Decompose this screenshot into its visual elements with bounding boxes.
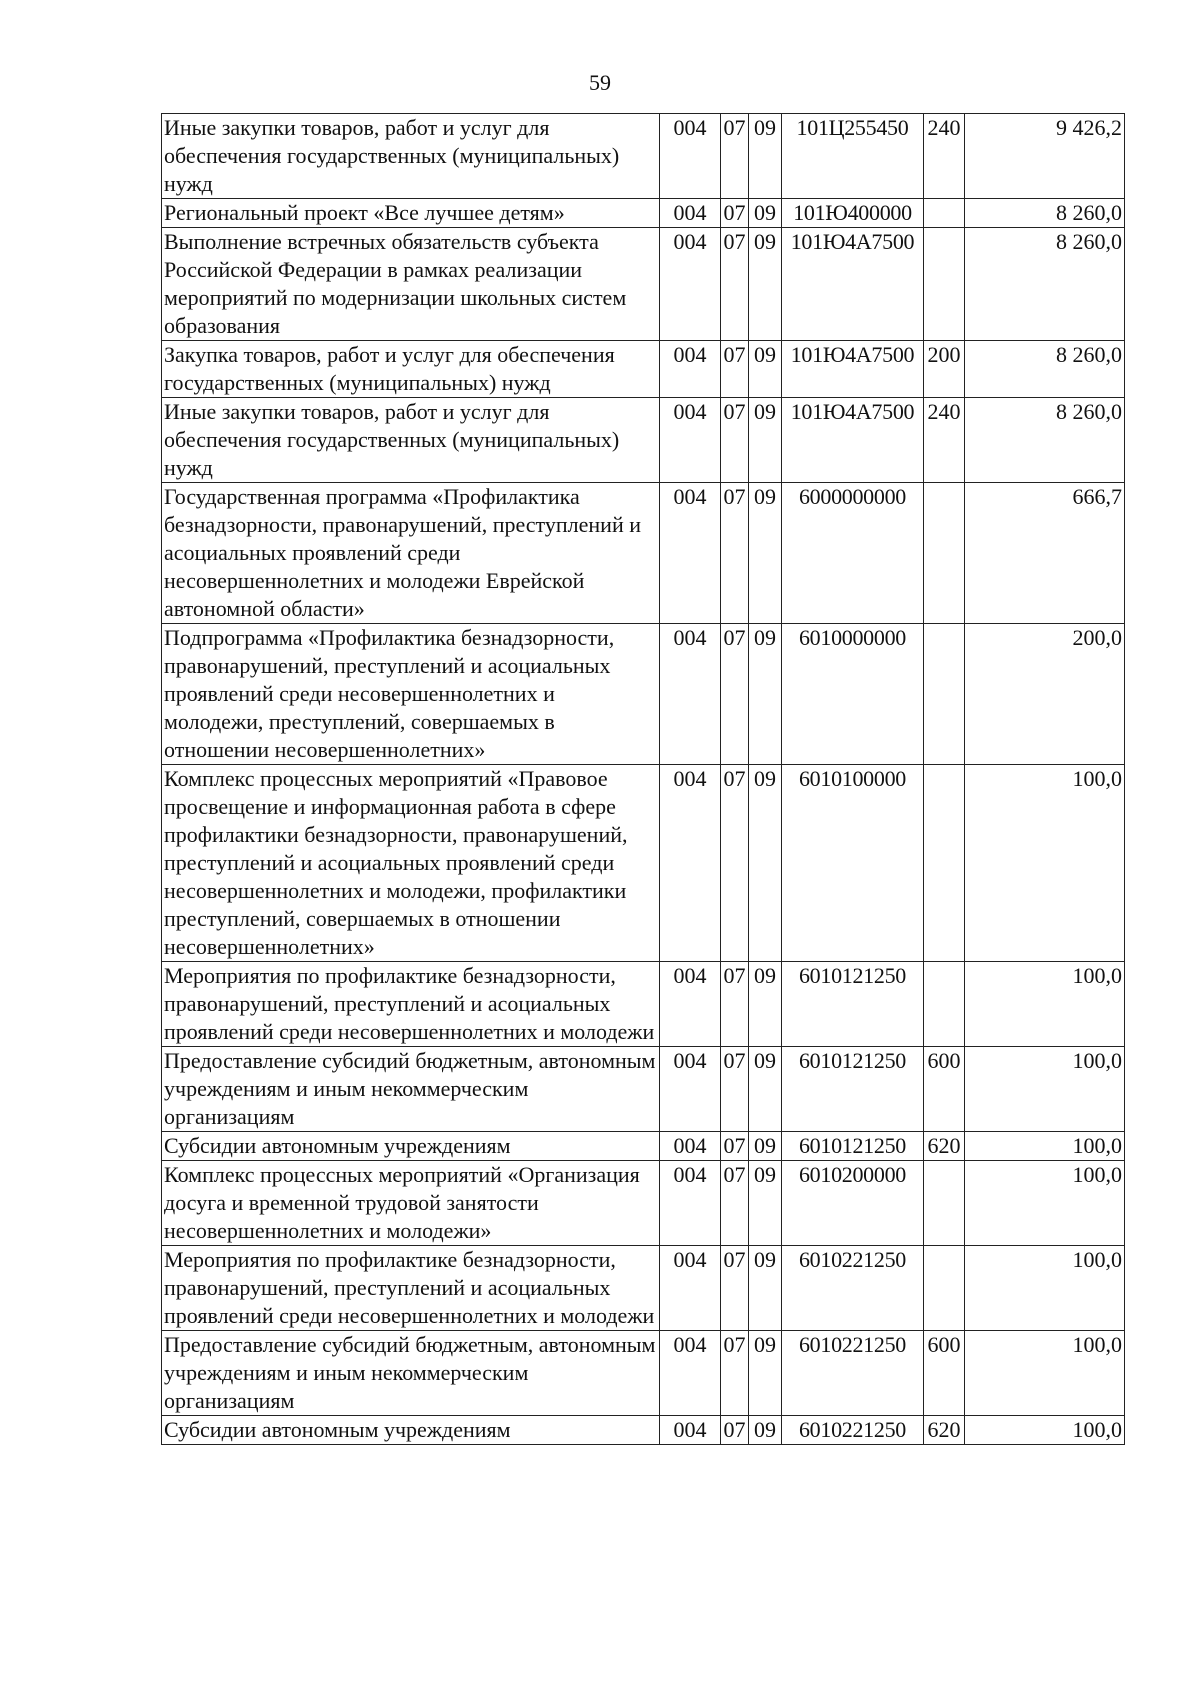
row-admin-code: 004 (660, 1132, 721, 1161)
row-name: Мероприятия по профилактике безнадзорности, правонарушений, преступлений и асоциальных проявлений среди несовершеннолетних и молодежи (162, 1246, 660, 1331)
row-target-article-code: 6010121250 (782, 1047, 924, 1132)
row-target-article-code: 6010221250 (782, 1416, 924, 1445)
row-target-article-code: 6010121250 (782, 1132, 924, 1161)
row-target-article-code: 101Ю4А7500 (782, 398, 924, 483)
row-expense-type-code (924, 228, 965, 341)
row-target-article-code: 6010221250 (782, 1331, 924, 1416)
row-subsection-code: 09 (749, 624, 782, 765)
row-amount: 100,0 (965, 1161, 1125, 1246)
row-name: Закупка товаров, работ и услуг для обеспечения государственных (муниципальных) нужд (162, 341, 660, 398)
row-expense-type-code (924, 962, 965, 1047)
table-row (162, 624, 1125, 765)
table-row (162, 1416, 1125, 1445)
row-target-article-code: 6010121250 (782, 962, 924, 1047)
row-section-code: 07 (721, 483, 749, 624)
row-subsection-code: 09 (749, 1132, 782, 1161)
row-name: Выполнение встречных обязательств субъекта Российской Федерации в рамках реализации мероприятий по модернизации школьных систем образования (162, 228, 660, 341)
row-target-article-code: 6000000000 (782, 483, 924, 624)
table-row (162, 114, 1125, 199)
table-row (162, 228, 1125, 341)
row-amount: 8 260,0 (965, 199, 1125, 228)
row-section-code: 07 (721, 114, 749, 199)
row-amount: 8 260,0 (965, 398, 1125, 483)
row-amount: 100,0 (965, 765, 1125, 962)
row-target-article-code: 101Ю4А7500 (782, 228, 924, 341)
row-admin-code: 004 (660, 962, 721, 1047)
budget-table (161, 113, 1125, 1445)
row-amount: 200,0 (965, 624, 1125, 765)
row-target-article-code: 101Ю4А7500 (782, 341, 924, 398)
row-subsection-code: 09 (749, 765, 782, 962)
row-admin-code: 004 (660, 114, 721, 199)
row-name: Субсидии автономным учреждениям (162, 1416, 660, 1445)
row-amount: 8 260,0 (965, 228, 1125, 341)
row-section-code: 07 (721, 1246, 749, 1331)
row-name: Иные закупки товаров, работ и услуг для обеспечения государственных (муниципальных) нужд (162, 114, 660, 199)
row-section-code: 07 (721, 199, 749, 228)
table-row (162, 1047, 1125, 1132)
row-section-code: 07 (721, 1047, 749, 1132)
row-target-article-code: 6010200000 (782, 1161, 924, 1246)
row-subsection-code: 09 (749, 962, 782, 1047)
row-amount: 100,0 (965, 1132, 1125, 1161)
table-row (162, 1132, 1125, 1161)
row-admin-code: 004 (660, 228, 721, 341)
row-subsection-code: 09 (749, 1246, 782, 1331)
row-section-code: 07 (721, 228, 749, 341)
row-section-code: 07 (721, 1331, 749, 1416)
table-row (162, 341, 1125, 398)
row-section-code: 07 (721, 398, 749, 483)
row-subsection-code: 09 (749, 199, 782, 228)
row-admin-code: 004 (660, 398, 721, 483)
row-expense-type-code: 600 (924, 1047, 965, 1132)
page-number: 59 (589, 70, 611, 95)
row-name: Мероприятия по профилактике безнадзорности, правонарушений, преступлений и асоциальных проявлений среди несовершеннолетних и молодежи (162, 962, 660, 1047)
row-name: Комплекс процессных мероприятий «Правовое просвещение и информационная работа в сфере профилактики безнадзорности, правонарушений, преступлений и асоциальных проявлений среди несовершеннолетних и молодежи, профилактики преступлений, совершаемых в отношении несовершеннолетних» (162, 765, 660, 962)
row-admin-code: 004 (660, 624, 721, 765)
row-expense-type-code (924, 483, 965, 624)
row-expense-type-code: 620 (924, 1416, 965, 1445)
row-expense-type-code (924, 624, 965, 765)
row-subsection-code: 09 (749, 341, 782, 398)
row-subsection-code: 09 (749, 1047, 782, 1132)
row-section-code: 07 (721, 765, 749, 962)
row-admin-code: 004 (660, 1246, 721, 1331)
table-row (162, 962, 1125, 1047)
row-amount: 100,0 (965, 1047, 1125, 1132)
row-name: Субсидии автономным учреждениям (162, 1132, 660, 1161)
row-subsection-code: 09 (749, 398, 782, 483)
row-admin-code: 004 (660, 1161, 721, 1246)
row-expense-type-code: 600 (924, 1331, 965, 1416)
row-admin-code: 004 (660, 199, 721, 228)
row-name: Подпрограмма «Профилактика безнадзорности, правонарушений, преступлений и асоциальных проявлений среди несовершеннолетних и молодежи, преступлений, совершаемых в отношении несовершеннолетних» (162, 624, 660, 765)
row-admin-code: 004 (660, 341, 721, 398)
row-admin-code: 004 (660, 1331, 721, 1416)
row-section-code: 07 (721, 341, 749, 398)
row-expense-type-code (924, 199, 965, 228)
row-section-code: 07 (721, 1161, 749, 1246)
row-subsection-code: 09 (749, 1331, 782, 1416)
table-row (162, 398, 1125, 483)
table-row (162, 1161, 1125, 1246)
row-target-article-code: 6010100000 (782, 765, 924, 962)
row-expense-type-code (924, 765, 965, 962)
row-name: Предоставление субсидий бюджетным, автономным учреждениям и иным некоммерческим организациям (162, 1331, 660, 1416)
table-row (162, 765, 1125, 962)
row-target-article-code: 101Ц255450 (782, 114, 924, 199)
row-target-article-code: 6010000000 (782, 624, 924, 765)
row-expense-type-code: 620 (924, 1132, 965, 1161)
row-section-code: 07 (721, 962, 749, 1047)
row-section-code: 07 (721, 1132, 749, 1161)
row-target-article-code: 101Ю400000 (782, 199, 924, 228)
row-expense-type-code: 240 (924, 114, 965, 199)
row-admin-code: 004 (660, 765, 721, 962)
row-section-code: 07 (721, 624, 749, 765)
row-subsection-code: 09 (749, 228, 782, 341)
row-name: Государственная программа «Профилактика безнадзорности, правонарушений, преступлений и асоциальных проявлений среди несовершеннолетних и молодежи Еврейской автономной области» (162, 483, 660, 624)
row-subsection-code: 09 (749, 114, 782, 199)
row-section-code: 07 (721, 1416, 749, 1445)
row-amount: 8 260,0 (965, 341, 1125, 398)
row-expense-type-code: 240 (924, 398, 965, 483)
table-row (162, 199, 1125, 228)
row-expense-type-code: 200 (924, 341, 965, 398)
row-amount: 100,0 (965, 1331, 1125, 1416)
row-expense-type-code (924, 1246, 965, 1331)
table-row (162, 483, 1125, 624)
row-admin-code: 004 (660, 483, 721, 624)
row-expense-type-code (924, 1161, 965, 1246)
table-row (162, 1331, 1125, 1416)
row-amount: 9 426,2 (965, 114, 1125, 199)
row-subsection-code: 09 (749, 1161, 782, 1246)
row-name: Комплекс процессных мероприятий «Организация досуга и временной трудовой занятости несовершеннолетних и молодежи» (162, 1161, 660, 1246)
row-subsection-code: 09 (749, 483, 782, 624)
table-row (162, 1246, 1125, 1331)
row-name: Предоставление субсидий бюджетным, автономным учреждениям и иным некоммерческим организациям (162, 1047, 660, 1132)
row-name: Региональный проект «Все лучшее детям» (162, 199, 660, 228)
row-amount: 100,0 (965, 1246, 1125, 1331)
row-name: Иные закупки товаров, работ и услуг для обеспечения государственных (муниципальных) нужд (162, 398, 660, 483)
row-amount: 666,7 (965, 483, 1125, 624)
row-amount: 100,0 (965, 962, 1125, 1047)
row-subsection-code: 09 (749, 1416, 782, 1445)
row-target-article-code: 6010221250 (782, 1246, 924, 1331)
row-amount: 100,0 (965, 1416, 1125, 1445)
row-admin-code: 004 (660, 1416, 721, 1445)
row-admin-code: 004 (660, 1047, 721, 1132)
